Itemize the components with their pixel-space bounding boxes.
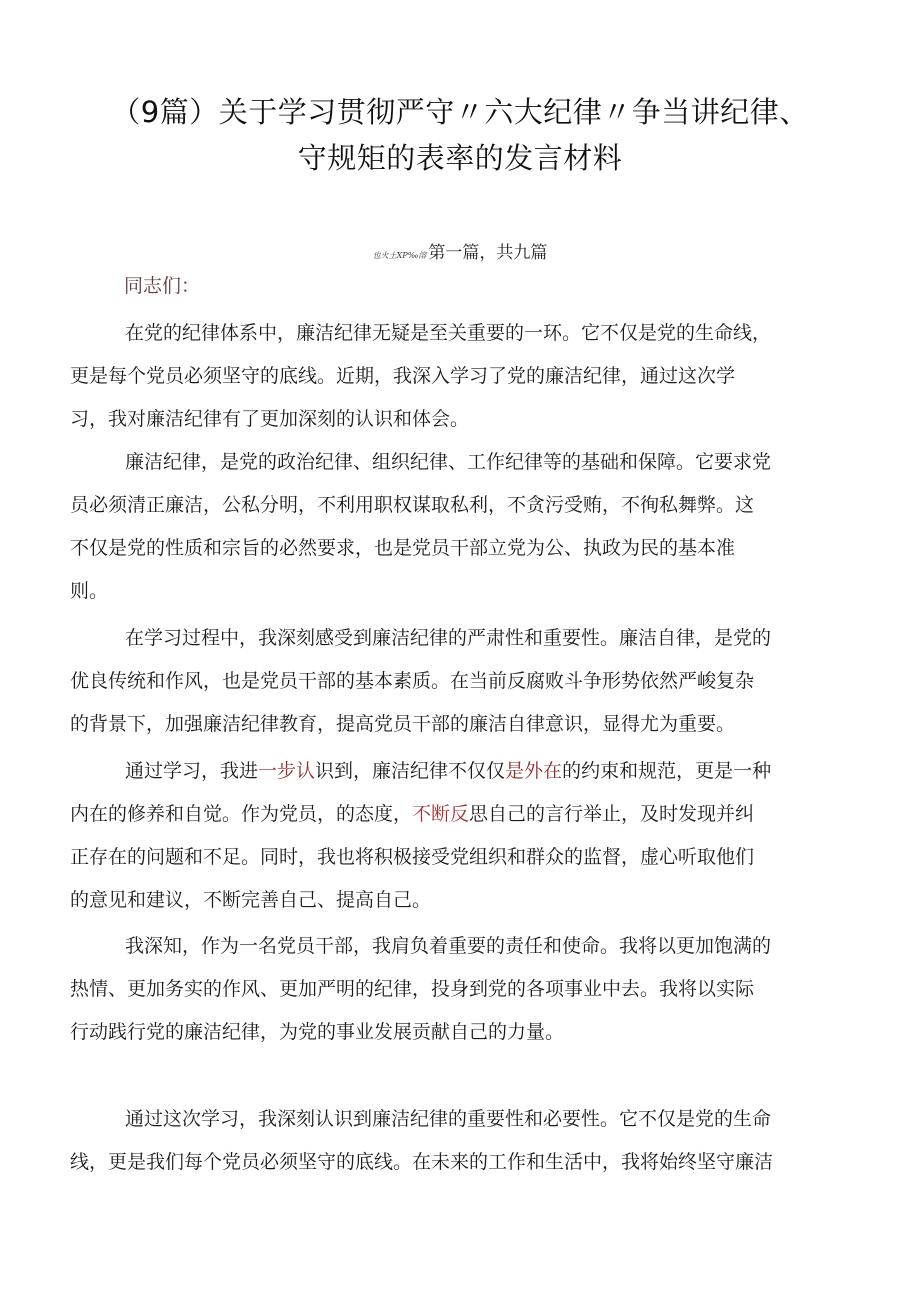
paragraph-2 [70,441,862,613]
paragraph-line: 员必须清正廉洁，公私分明，不利用职权谋取私利，不贪污受贿，不徇私舞弊。这 [70,494,755,516]
greeting: 同志们： [124,275,201,297]
paragraph-4 [70,750,862,922]
paragraph-line: 则。 [70,580,109,602]
paragraph-5 [70,925,862,1054]
paragraph-3 [70,617,862,746]
paragraph-line: 优良传统和作风，也是党员干部的基本素质。在当前反腐败斗争形势依然严峻复杂 [70,670,755,692]
paragraph-line: 我深知，作为一名党员干部，我肩负着重要的责任和使命。我将以更加饱满的 [125,935,772,957]
text-run: 通过学习，我进 [125,760,259,782]
subhead-main-text: 第一篇，共九篇 [428,243,548,263]
subhead-small-text: 也火土XP‰溶 [372,251,427,260]
paragraph-line: 行动践行党的廉洁纪律，为党的事业发展贡献自己的力量。 [70,1021,565,1043]
text-run-highlight: 不断反 [412,803,470,825]
paragraph-line: 在学习过程中，我深刻感受到廉洁纪律的严肃性和重要性。廉洁自律，是党的 [125,627,772,649]
paragraph-line: 在党的纪律体系中，廉洁纪律无疑是至关重要的一环。它不仅是党的生命线， [125,322,772,344]
paragraph-line: 的背景下，加强廉洁纪律教育，提高党员干部的廉洁自律意识，显得尤为重要。 [70,713,736,735]
paragraph-line: 热情、更加务实的作风、更加严明的纪律，投身到党的各项事业中去。我将以实际 [70,978,755,1000]
section-subheading [0,238,920,263]
paragraph-line: 线，更是我们每个党员必须坚守的底线。在未来的工作和生活中，我将始终坚守廉洁 [70,1151,774,1173]
text-run: 识到，廉洁纪律不仅仅 [315,760,506,782]
paragraph-line: 廉洁纪律，是党的政治纪律、组织纪律、工作纪律等的基础和保障。它要求党 [125,451,772,473]
title-line-1: （9篇）关于学习贯彻严守〃六大纪律〃争当讲纪律、 [111,95,809,129]
text-run-highlight: 一步认 [258,760,316,782]
paragraph-line: 通过这次学习，我深刻认识到廉洁纪律的重要性和必要性。它不仅是党的生命 [125,1108,772,1130]
paragraph-line [70,793,862,836]
paragraph-line: 不仅是党的性质和宗旨的必然要求，也是党员干部立党为公、执政为民的基本准 [70,537,736,559]
paragraph-line: 正存在的问题和不足。同时，我也将积极接受党组织和群众的监督，虚心听取他们 [70,846,755,868]
paragraph-6 [70,1098,862,1184]
text-run-highlight: 是外在 [505,760,563,782]
paragraph-1 [70,312,862,441]
paragraph-line: 习，我对廉洁纪律有了更加深刻的认识和体会。 [70,408,470,430]
text-run: 思自己的言行举止，及时发现并纠 [469,803,755,825]
title-line-2: 守规矩的表率的发言材料 [297,141,623,175]
paragraph-line [70,750,862,793]
paragraph-line: 更是每个党员必须坚守的底线。近期，我深入学习了党的廉洁纪律，通过这次学 [70,365,736,387]
paragraph-line: 的意见和建议，不断完善自己、提高自己。 [70,889,432,911]
text-run: 的约束和规范，更是一种 [562,760,772,782]
text-run: 内在的修养和自觉。作为党员，的态度， [70,803,413,825]
